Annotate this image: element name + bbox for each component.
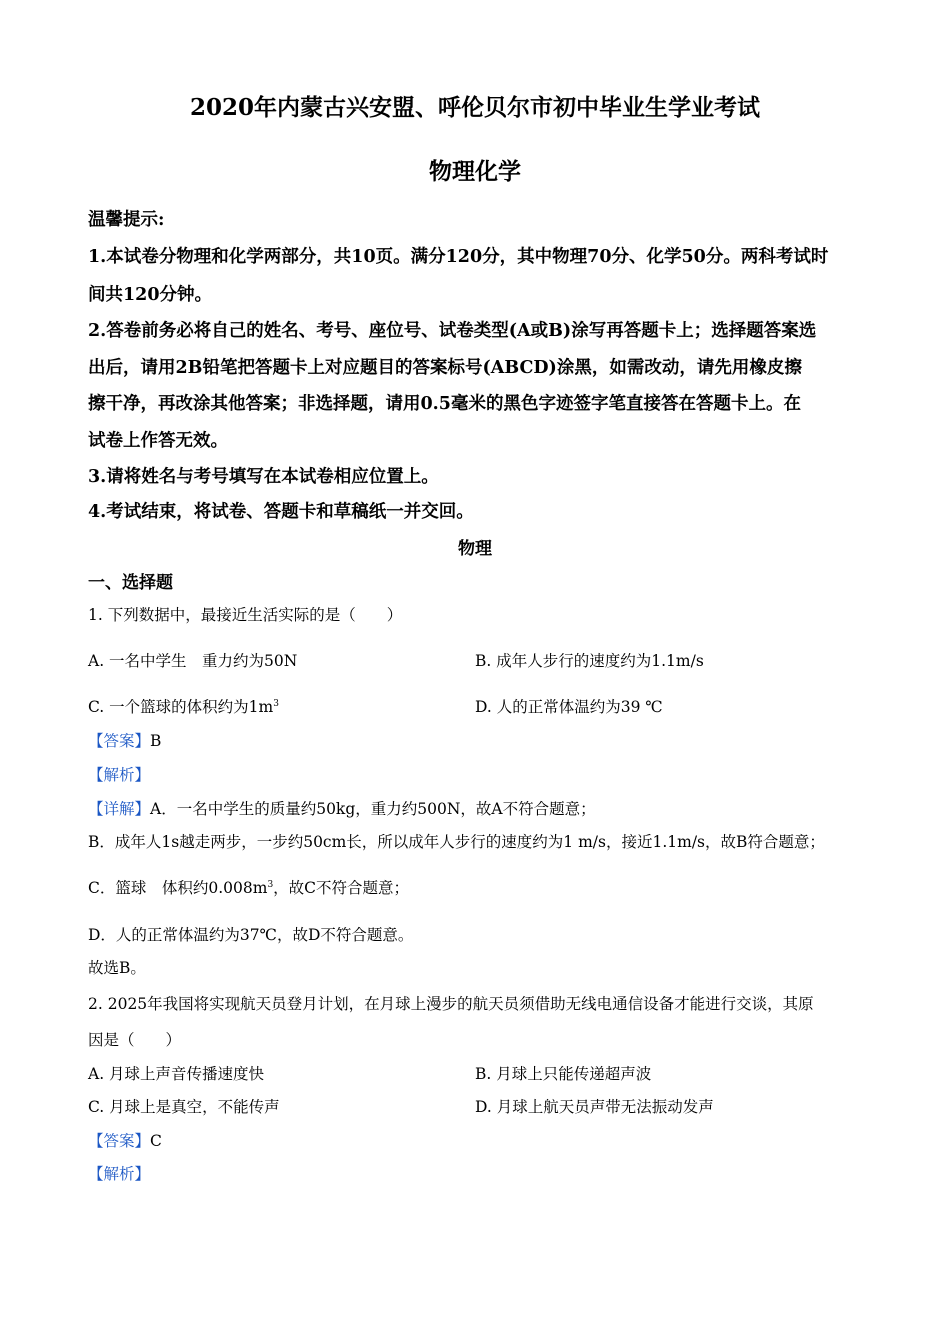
q1-option-c: C. 一个篮球的体积约为$1m^3$ bbox=[88, 698, 279, 716]
q2-option-d: D. 月球上航天员声带无法振动发声 bbox=[475, 1098, 714, 1116]
q1-analysis-tag: 【解析】 bbox=[88, 766, 151, 784]
answer-tag: 【答案】 bbox=[88, 732, 151, 750]
q1-conclusion: 故选B。 bbox=[88, 959, 146, 977]
answer-tag: 【答案】 bbox=[88, 1132, 151, 1150]
q1-answer: 【答案】B bbox=[88, 732, 162, 750]
q1-stem: 1. 下列数据中，最接近生活实际的是（ ） bbox=[88, 606, 403, 624]
q2-option-b: B. 月球上只能传递超声波 bbox=[475, 1065, 652, 1083]
note-3: 3.请将姓名与考号填写在本试卷相应位置上。 bbox=[88, 467, 439, 487]
q1-option-b: B. 成年人步行的速度约为1.1m/s bbox=[475, 652, 704, 670]
exam-subtitle: 物理化学 bbox=[429, 158, 521, 185]
q1-option-d: D. 人的正常体温约为39 ℃ bbox=[475, 698, 663, 716]
q2-stem-line-2: 因是（ ） bbox=[88, 1031, 182, 1049]
q1-option-a: A. 一名中学生 重力约为50N bbox=[88, 652, 298, 670]
q2-option-c: C. 月球上是真空，不能传声 bbox=[88, 1098, 280, 1116]
q1-detail-c: C．篮球 体积约$0.008m^3$，故C不符合题意； bbox=[88, 879, 410, 897]
q1-detail-d: D．人的正常体温约为37℃，故D不符合题意。 bbox=[88, 926, 414, 944]
q1-detail-b: B．成年人1s越走两步，一步约50cm长，所以成年人步行的速度约为1 m/s，接近1.1m/s，故B符合题意； bbox=[88, 833, 825, 851]
note-2-line-1: 2.答卷前务必将自己的姓名、考号、座位号、试卷类型(A或B)涂写再答题卡上；选择题答案选 bbox=[88, 321, 817, 341]
q2-answer: 【答案】C bbox=[88, 1132, 162, 1150]
exam-title: 2020年内蒙古兴安盟、呼伦贝尔市初中毕业生学业考试 bbox=[189, 94, 760, 121]
q1-detail-a: 【详解】A．一名中学生的质量约50kg，重力约500N，故A不符合题意； bbox=[88, 800, 596, 818]
q2-stem-line-1: 2. 2025年我国将实现航天员登月计划，在月球上漫步的航天员须借助无线电通信设备才能进行交谈，其原 bbox=[88, 995, 814, 1013]
note-1-line-1: 1.本试卷分物理和化学两部分，共10页。满分120分，其中物理70分、化学50分。两科考试时 bbox=[88, 247, 829, 267]
part-heading: 一、选择题 bbox=[88, 573, 173, 593]
q2-analysis-tag: 【解析】 bbox=[88, 1165, 151, 1183]
notes-heading: 温馨提示: bbox=[88, 210, 165, 230]
subject-heading: 物理 bbox=[458, 539, 492, 559]
q2-option-a: A. 月球上声音传播速度快 bbox=[88, 1065, 265, 1083]
note-2-line-2: 出后，请用2B铅笔把答题卡上对应题目的答案标号(ABCD)涂黑，如需改动，请先用橡皮擦 bbox=[88, 358, 802, 378]
detail-tag: 【详解】 bbox=[88, 800, 151, 818]
note-2-line-4: 试卷上作答无效。 bbox=[88, 431, 228, 451]
note-4: 4.考试结束，将试卷、答题卡和草稿纸一并交回。 bbox=[88, 502, 474, 522]
note-2-line-3: 擦干净，再改涂其他答案；非选择题，请用0.5毫米的黑色字迹签字笔直接答在答题卡上。在 bbox=[88, 394, 801, 414]
note-1-line-2: 间共120分钟。 bbox=[88, 285, 213, 305]
